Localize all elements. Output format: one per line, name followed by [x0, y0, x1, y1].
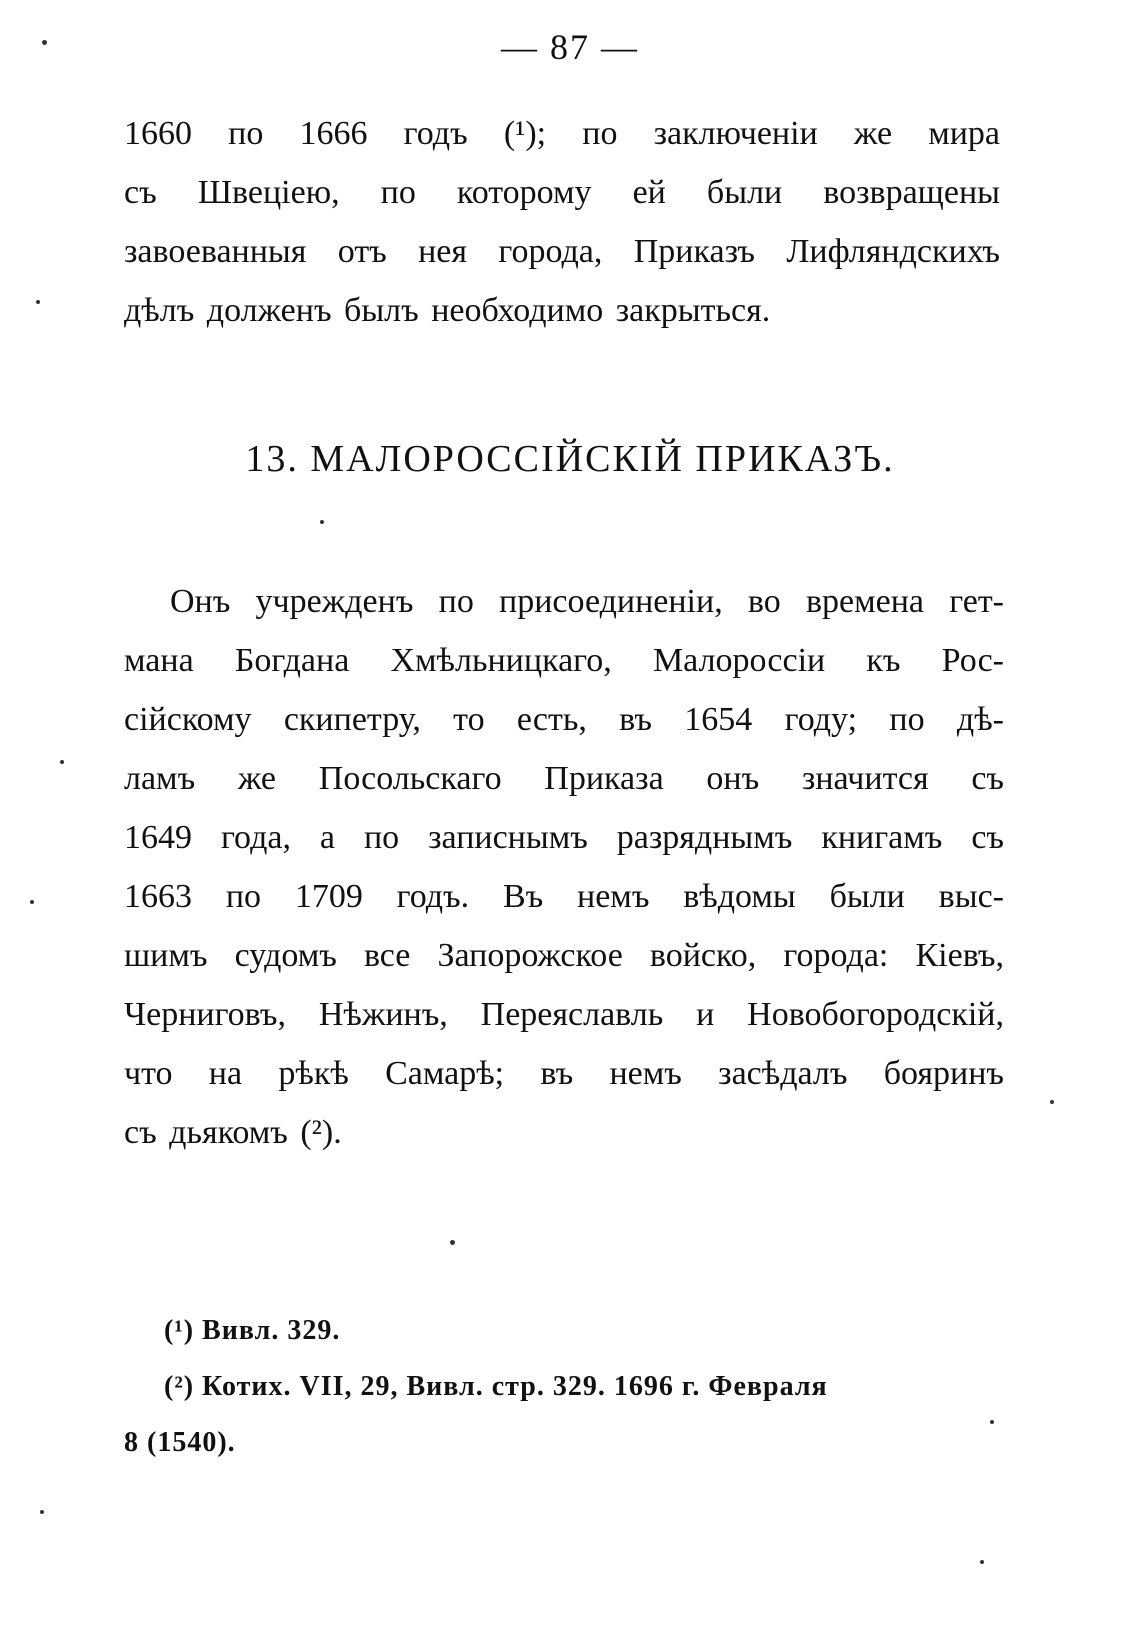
paragraph-1-line: съ Швеціею, по которому ей были возвращены	[124, 174, 1000, 211]
footnote-2-line-2: 8 (1540).	[124, 1427, 236, 1458]
scan-speck	[990, 1420, 994, 1424]
paragraph-2-line: Черниговъ, Нѣжинъ, Переяславль и Новобогородскій,	[124, 996, 1004, 1033]
paragraph-2-line: мана Богдана Хмѣльницкаго, Малороссіи къ Рос-	[124, 642, 1004, 679]
scan-speck	[42, 40, 47, 45]
scan-speck	[980, 1560, 984, 1564]
scan-speck	[60, 760, 64, 764]
paragraph-2-line: что на рѣкѣ Самарѣ; въ немъ засѣдалъ бояринъ	[124, 1055, 1004, 1092]
paragraph-1-line: 1660 по 1666 годъ (¹); по заключеніи же мира	[124, 115, 1000, 152]
paragraph-2-line: Онъ учрежденъ по присоединеніи, во времена гет-	[170, 583, 1004, 620]
footnote-1: (¹) Вивл. 329.	[164, 1315, 341, 1346]
footnote-2-line-1: (²) Котих. VII, 29, Вивл. стр. 329. 1696 г. Февраля	[164, 1371, 828, 1402]
paragraph-2-line: 1649 года, а по записнымъ разряднымъ книгамъ съ	[124, 819, 1004, 856]
scan-speck	[30, 900, 34, 904]
paragraph-2-line: съ дьякомъ (²).	[124, 1114, 342, 1151]
paragraph-1-line: дѣлъ долженъ былъ необходимо закрыться.	[124, 292, 771, 329]
paragraph-1	[124, 104, 1000, 340]
paragraph-2	[124, 572, 1004, 1162]
paragraph-1-line: завоеванныя отъ нея города, Приказъ Лифляндскихъ	[124, 233, 1000, 270]
scan-speck	[320, 520, 324, 524]
paragraph-2-line: ламъ же Посольскаго Приказа онъ значится съ	[124, 760, 1004, 797]
scan-speck	[40, 1510, 44, 1514]
scan-speck	[1050, 1100, 1054, 1104]
scan-speck	[450, 1240, 455, 1245]
paragraph-2-line: 1663 по 1709 годъ. Въ немъ вѣдомы были выс-	[124, 878, 1004, 915]
page-number: — 87 —	[501, 27, 639, 67]
scan-speck	[36, 300, 40, 304]
paragraph-2-line: сійскому скипетру, то есть, въ 1654 году; по дѣ-	[124, 701, 1004, 738]
footnotes	[124, 1303, 1014, 1471]
paragraph-2-line: шимъ судомъ все Запорожское войско, города: Кіевъ,	[124, 937, 1004, 974]
section-heading: 13. МАЛОРОССІЙСКІЙ ПРИКАЗЪ.	[245, 438, 895, 480]
